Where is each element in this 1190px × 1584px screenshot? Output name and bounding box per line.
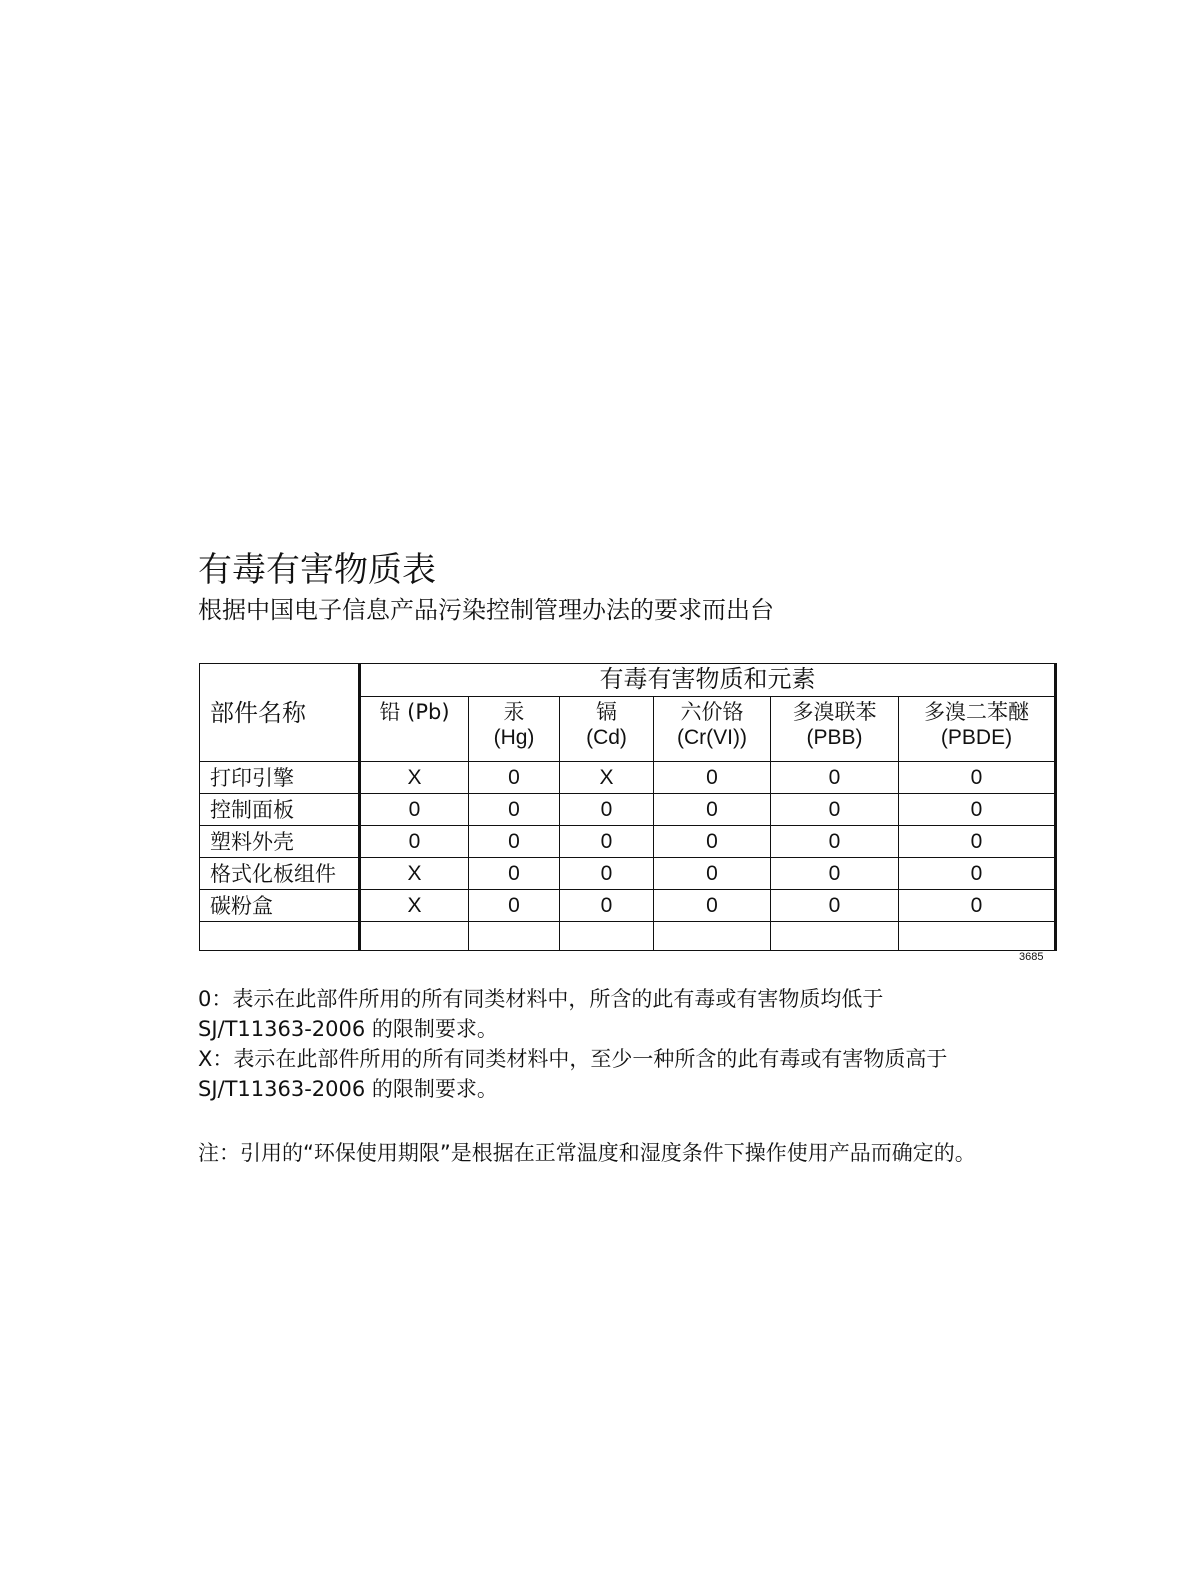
figure-code: 3685	[1019, 951, 1044, 963]
page-title: 有毒有害物质表	[198, 550, 436, 590]
part-name: 塑料外壳	[200, 826, 360, 858]
table-cell: 0	[654, 858, 771, 890]
table-cell: 0	[899, 762, 1056, 794]
column-name: 六价铬	[680, 700, 744, 724]
table-cell: X	[360, 858, 469, 890]
table-cell: 0	[899, 858, 1056, 890]
column-symbol: (Cr(VI))	[677, 726, 747, 749]
table-cell: 0	[899, 890, 1056, 922]
table-cell: X	[560, 762, 654, 794]
table-cell: X	[360, 890, 469, 922]
chromium-column-header	[654, 697, 771, 762]
column-symbol: (Cd)	[586, 726, 627, 749]
table-cell: 0	[360, 794, 469, 826]
empty-cell	[469, 922, 560, 951]
table-cell: 0	[469, 794, 560, 826]
lead-column-header	[360, 697, 469, 762]
empty-cell	[560, 922, 654, 951]
column-name: 多溴二苯醚	[924, 700, 1029, 724]
column-symbol: (PBB)	[806, 726, 863, 749]
x-legend-line-1: X：表示在此部件所用的所有同类材料中，至少一种所含的此有毒或有害物质高于	[198, 1047, 948, 1071]
empty-cell	[899, 922, 1056, 951]
hazardous-substances-table	[199, 663, 1057, 951]
table-row	[200, 890, 1056, 922]
page-subtitle: 根据中国电子信息产品污染控制管理办法的要求而出台	[198, 596, 774, 624]
table-cell: 0	[654, 762, 771, 794]
table-cell: X	[360, 762, 469, 794]
table-cell: 0	[899, 826, 1056, 858]
part-name: 打印引擎	[200, 762, 360, 794]
column-name: 镉	[596, 700, 617, 724]
table-row	[200, 858, 1056, 890]
table-cell: 0	[771, 890, 899, 922]
table-cell: 0	[771, 794, 899, 826]
part-name: 控制面板	[200, 794, 360, 826]
table-cell: 0	[469, 890, 560, 922]
zero-legend-line-2: SJ/T11363-2006 的限制要求。	[198, 1017, 498, 1041]
empty-cell	[654, 922, 771, 951]
table-cell: 0	[469, 826, 560, 858]
table-cell: 0	[771, 762, 899, 794]
empty-cell	[771, 922, 899, 951]
zero-legend-line-1: 0：表示在此部件所用的所有同类材料中，所含的此有毒或有害物质均低于	[198, 987, 884, 1011]
table-row	[200, 762, 1056, 794]
mercury-column-header	[469, 697, 560, 762]
table-cell: 0	[560, 826, 654, 858]
table-cell: 0	[560, 890, 654, 922]
x-legend-line-2: SJ/T11363-2006 的限制要求。	[198, 1077, 498, 1101]
table-row	[200, 826, 1056, 858]
column-name: 铅 (Pb)	[379, 700, 450, 724]
table-cell: 0	[771, 858, 899, 890]
table-cell: 0	[469, 762, 560, 794]
part-name: 碳粉盒	[200, 890, 360, 922]
empty-cell	[200, 922, 360, 951]
column-name: 汞	[503, 700, 525, 724]
table-cell: 0	[899, 794, 1056, 826]
column-symbol: (Hg)	[493, 726, 535, 749]
footnote: 注：引用的“环保使用期限”是根据在正常温度和湿度条件下操作使用产品而确定的。	[198, 1141, 976, 1165]
empty-cell	[360, 922, 469, 951]
part-name: 格式化板组件	[200, 858, 360, 890]
pbb-column-header	[771, 697, 899, 762]
table-cell: 0	[654, 794, 771, 826]
empty-table-row	[200, 922, 1056, 951]
column-name: 多溴联苯	[792, 700, 877, 724]
table-header-row	[200, 664, 1056, 697]
table-cell: 0	[560, 858, 654, 890]
table-cell: 0	[560, 794, 654, 826]
column-symbol: (PBDE)	[940, 726, 1013, 749]
table-row	[200, 794, 1056, 826]
table-cell: 0	[360, 826, 469, 858]
table-cell: 0	[654, 890, 771, 922]
cadmium-column-header	[560, 697, 654, 762]
part-name-header: 部件名称	[200, 664, 360, 762]
table-cell: 0	[654, 826, 771, 858]
pbde-column-header	[899, 697, 1056, 762]
table-cell: 0	[771, 826, 899, 858]
table-cell: 0	[469, 858, 560, 890]
substances-group-header: 有毒有害物质和元素	[360, 664, 1056, 697]
